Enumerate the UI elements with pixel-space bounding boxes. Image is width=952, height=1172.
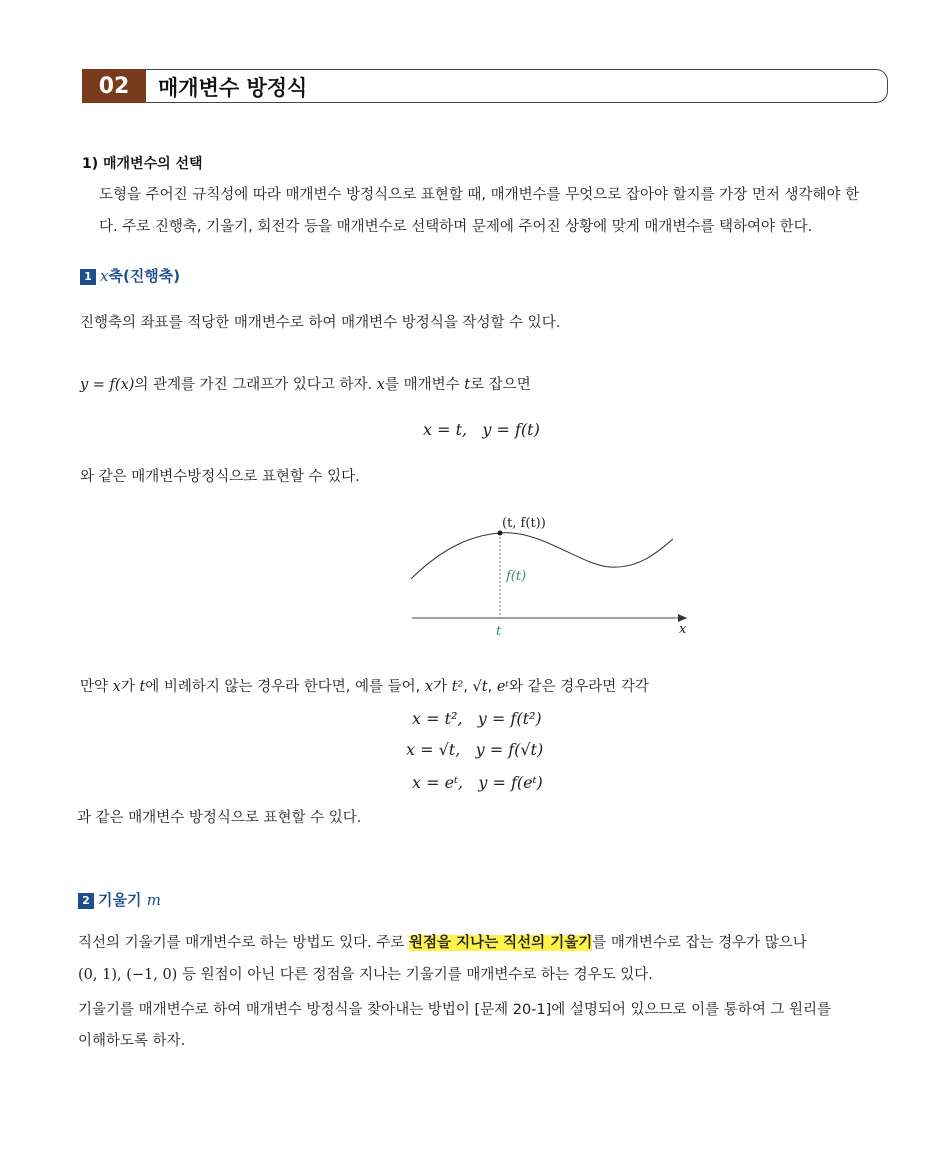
- section1-number-badge: 1: [80, 269, 96, 285]
- section2-para-line1: 직선의 기울기를 매개변수로 하는 방법도 있다. 주로 원점을 지나는 직선의 기울기를 매개변수로 잡는 경우가 많으나: [78, 935, 807, 951]
- section1-title: 축(진행축): [108, 267, 181, 285]
- section1-heading: [80, 265, 180, 286]
- section2-number-badge: 2: [78, 893, 94, 909]
- x-label: x: [679, 622, 687, 637]
- intro-paragraph-line1: 도형을 주어진 규칙성에 따라 매개변수 방정식으로 표현할 때, 매개변수를 무엇으로 잡아야 할지를 가장 먼저 생각해야 한: [99, 187, 860, 203]
- point-marker: [498, 531, 503, 536]
- equation-4: x = eᵗ, y = f(eᵗ): [412, 773, 543, 792]
- section1-line2: y = f(x)의 관계를 가진 그래프가 있다고 하자. x를 매개변수 t로 잡으면: [80, 377, 531, 393]
- point-label: (t, f(t)): [502, 516, 546, 531]
- section2-var: m: [146, 891, 161, 909]
- section1-line3: 와 같은 매개변수방정식으로 표현할 수 있다.: [80, 469, 360, 485]
- curve-graph: [405, 505, 695, 640]
- section-number: 02: [82, 69, 146, 103]
- section2-heading: [78, 889, 161, 910]
- t-label: t: [496, 624, 502, 639]
- section1-line4: 만약 x가 t에 비례하지 않는 경우라 한다면, 예를 들어, x가 t², √t, eᵗ와 같은 경우라면 각각: [80, 679, 649, 695]
- equation-1: x = t, y = f(t): [423, 420, 540, 439]
- subsection-title: 1) 매개변수의 선택: [82, 156, 203, 172]
- section1-line5: 과 같은 매개변수 방정식으로 표현할 수 있다.: [77, 810, 362, 826]
- ft-label: f(t): [506, 569, 527, 584]
- function-curve: [411, 533, 673, 579]
- section2-para-line3: 기울기를 매개변수로 하여 매개변수 방정식을 찾아내는 방법이 [문제 20-1]에 설명되어 있으므로 이를 통하여 그 원리를: [78, 1002, 832, 1018]
- section-title: 매개변수 방정식: [158, 76, 308, 100]
- equation-2: x = t², y = f(t²): [412, 709, 542, 728]
- section2-para-line4: 이해하도록 하자.: [78, 1033, 186, 1049]
- highlighted-text: 원점을 지나는 직선의 기울기: [409, 935, 593, 951]
- x-axis-arrow: [678, 614, 687, 622]
- section1-line1: 진행축의 좌표를 적당한 매개변수로 하여 매개변수 방정식을 작성할 수 있다.: [80, 315, 561, 331]
- section2-title: 기울기: [98, 891, 147, 909]
- section1-var: x: [100, 267, 109, 285]
- section2-para-line2: (0, 1), (−1, 0) 등 원점이 아닌 다른 정점을 지나는 기울기를 매개변수로 하는 경우도 있다.: [78, 967, 653, 983]
- intro-paragraph-line2: 다. 주로 진행축, 기울기, 회전각 등을 매개변수로 선택하며 문제에 주어진 상황에 맞게 매개변수를 택하여야 한다.: [99, 219, 813, 235]
- equation-3: x = √t, y = f(√t): [406, 740, 544, 759]
